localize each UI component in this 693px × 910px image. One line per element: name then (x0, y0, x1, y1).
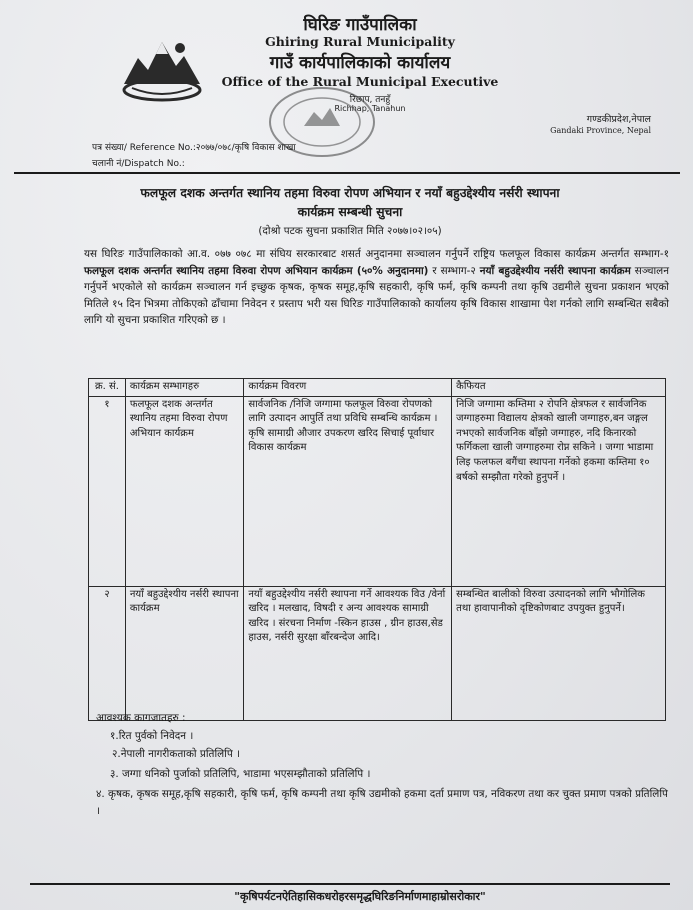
municipality-name-np: घिरिङ गाउँपालिका (303, 15, 417, 35)
footer-divider (30, 883, 670, 885)
para-text: र सम्भाग-२ (428, 264, 480, 277)
required-documents-heading: आवश्यक कागजातहरु : (96, 712, 186, 724)
col-header-program: कार्यक्रम सम्भागहरु (125, 379, 243, 397)
cell-remarks: निजि जग्गामा कम्तिमा २ रोपनि क्षेत्रफल र सार्वजनिक जग्गाहरुमा विद्यालय क्षेत्रको खाली जग्गाहरु,बन जङ्गल नभएको सार्वजनिक बाँझो जग्गाहरु, नदि किनारको फर्गिकला खाली जग्गाहरुमा रोप्न सकिने । जग्गा भाडामा लिइ फलफल बगैंचा स्थापना गर्नेको हकमा कम्तिमा १० बर्षको सम्झौता गरेको हुनुपर्ने । (452, 396, 666, 586)
footer-slogan: "कृषिपर्यटनऐतिहासिकधरोहरसमृद्धघिरिङनिर्माणमाहाम्रोसरोकार" (234, 890, 486, 903)
cell-remarks: सम्बन्धित बालीको विरुवा उत्पादनको लागि भौगोलिक तथा हावापानीको दृष्टिकोणबाट उपयुक्त हुनुपर्ने। (452, 586, 666, 720)
notice-subtitle: (दोश्रो पटक सुचना प्रकाशित मिति २०७७।०२।०५) (258, 225, 442, 237)
cell-details: सार्वजनिक /निजि जग्गामा फलफूल विरुवा रोपणको लागि उत्पादन आपुर्ति तथा प्रविधि सम्बन्धि कार्यक्रम । कृषि सामाग्री औजार उपकरण खरिद सिचाई पूर्वाधार विकास कार्यक्रम (244, 396, 452, 586)
notice-title-line1: फलफूल दशक अन्तर्गत स्थानिय तहमा विरुवा रोपण अभियान र नयाँ बहुउद्देश्यीय नर्सरी स्थापना (140, 186, 560, 200)
province-en: Gandaki Province, Nepal (550, 126, 651, 135)
col-header-sn: क्र. सं. (89, 379, 126, 397)
location-en: Richhap, Tanahun (334, 104, 406, 113)
notice-paragraph (84, 246, 669, 329)
cell-sn: १ (89, 396, 126, 586)
table-header-row (89, 379, 666, 397)
reference-number: पत्र संख्या/ Reference No.:२०७७/०७८/कृषि विकास शाखा (92, 143, 296, 153)
document-item: १.रित पुर्वको निवेदन । (110, 730, 194, 742)
dispatch-number: चलानी नं/Dispatch No.: (92, 159, 185, 169)
office-name-en: Office of the Rural Municipal Executive (221, 74, 499, 89)
document-item: २.नेपाली नागरीकताको प्रतिलिपि । (112, 748, 241, 760)
office-name-np: गाउँ कार्यपालिकाको कार्यालय (269, 53, 451, 73)
cell-sn: २ (89, 586, 126, 720)
header-divider (14, 172, 680, 174)
document-item: ४. कृषक, कृषक समूह,कृषि सहकारी, कृषि फर्म, कृषि कम्पनी तथा कृषि उद्यमीको हकमा दर्ता प्रमाण पत्र, नविकरण तथा कर चुक्त प्रमाण पत्रको प्रतिलिपि । (96, 788, 668, 817)
table-row (89, 586, 666, 720)
para-bold-program1: फलफूल दशक अन्तर्गत स्थानिय तहमा विरुवा रोपण अभियान कार्यक्रम (५०% अनुदानमा) (84, 264, 429, 277)
municipality-name-en: Ghiring Rural Municipality (265, 34, 455, 49)
para-bold-program2: नयाँ बहुउद्देश्यीय नर्सरी स्थापना कार्यक्रम (479, 264, 631, 277)
document-item: ३. जग्गा धनिको पुर्जाको प्रतिलिपि, भाडामा भएसम्झौताको प्रतिलिपि । (110, 768, 371, 780)
para-text: यस घिरिङ गाउँपालिकाको आ.व. ०७७ ०७८ मा संघिय सरकारबाट शसर्त अनुदानमा सञ्चालन गर्नुपर्ने राष्ट्रिय फलफूल विकास कार्यक्रम अन्तर्गत सम्भाग-१ (84, 248, 669, 260)
cell-program: नयाँ बहुउद्देश्यीय नर्सरी स्थापना कार्यक्रम (125, 586, 243, 720)
program-table (88, 378, 666, 721)
col-header-details: कार्यक्रम विवरण (244, 379, 452, 397)
table-row (89, 396, 666, 586)
col-header-remarks: कैफियत (452, 379, 666, 397)
government-emblem-icon (118, 30, 206, 102)
province-np: गण्डकीप्रदेश,नेपाल (586, 114, 651, 125)
cell-program: फलफूल दशक अन्तर्गत स्थानिय तहमा विरुवा रोपण अभियान कार्यक्रम (125, 396, 243, 586)
location-np: रिछाप, तनहुँ (349, 95, 391, 105)
cell-details: नयाँ बहुउद्देश्यीय नर्सरी स्थापना गर्ने आवश्यक विउ /वेर्ना खरिद । मलखाद, विषदी र अन्य आवश्यक सामाग्री खरिद । संरचना निर्माण -स्किन हाउस , ग्रीन हाउस,सेड हाउस, नर्सरी सुरक्षा बाँरबन्देज आदि। (244, 586, 452, 720)
para-text: सञ्चालन गर्नुपर्ने भएकोले सो कार्यक्रम सञ्चालन गर्न इच्छुक कृषक, कृषक समूह,कृषि सहकारी, कृषि फर्म, कृषि कम्पनी तथा कृषि उद्यमीले सुचना प्रकाशन भएको मितिले १५ दिन भित्रमा तोकिएको ढाँचामा निवेदन र प्रस्ताप भरी यस घिरिङ गाउँपालिकाको कार्यालय कृषि विकास शाखामा पेश गर्नको लागि सम्बन्धित सबैको लागि यो सुचना प्रकाशित गरिएको छ । (84, 264, 669, 327)
notice-title-line2: कार्यक्रम सम्बन्धी सुचना (297, 205, 403, 219)
